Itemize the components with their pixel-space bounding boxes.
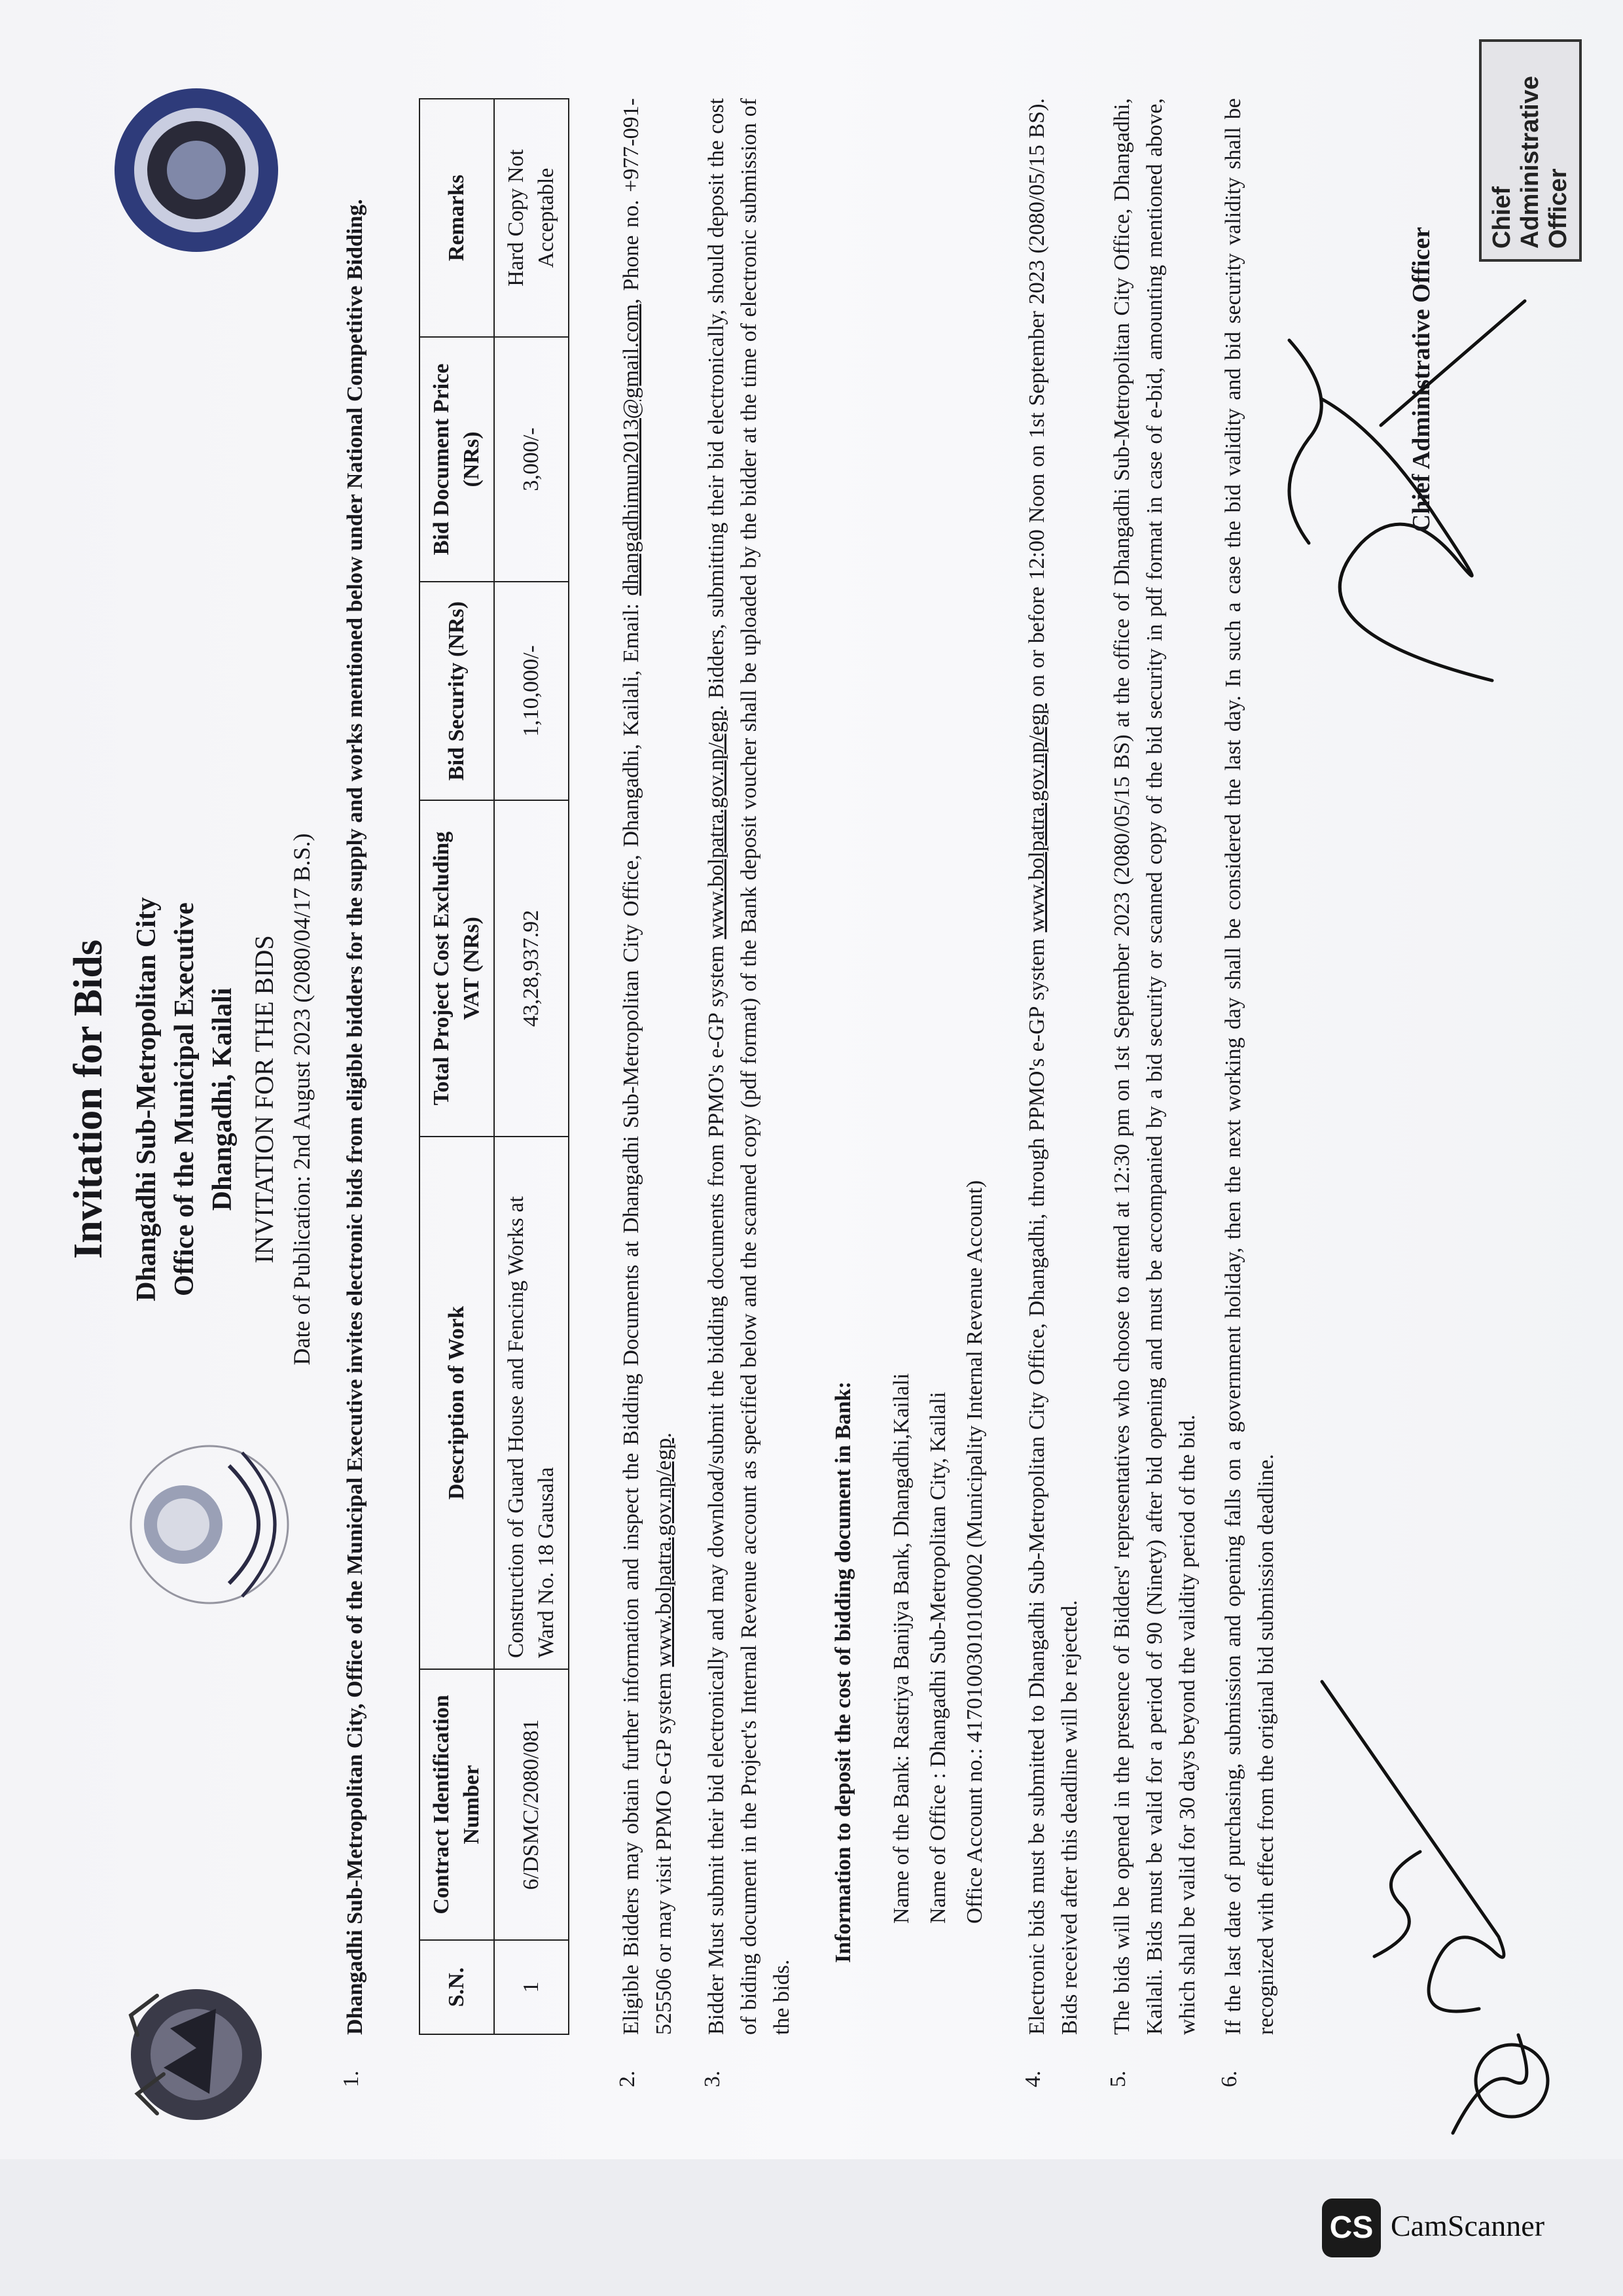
header-description: Description of Work (419, 1137, 494, 1669)
table-row (494, 99, 569, 2034)
item-4-text (1021, 98, 1086, 2035)
item-3-text-b: . Bidders, submitting their bid electronically, should deposit the cost of biding document in the Project's Internal Revenue account as specified below and the scanned copy (pdf format) of the Bank deposit voucher shall be uploaded by the bidder at the time of electronic submission of the bids. (704, 97, 794, 2035)
document-page (26, 39, 1597, 2146)
dhangadhi-logo (105, 79, 288, 262)
signature-left-icon (1283, 1655, 1531, 2048)
bank-name: Name of the Bank: Rastriya Banijya Bank, Dhangadhi,Kailali (889, 1373, 914, 1924)
header-line-2: Office of the Municipal Executive (169, 902, 200, 1296)
signatory-title: Chief Administrative Officer (1408, 226, 1435, 533)
dhangadhi-logo-icon (105, 79, 288, 262)
item-2-text-a: Eligible Bidders may obtain further information and inspect the Bidding Documents at Dhangadhi Sub-Metropolitan City Office, Dhangadhi, Kailali, Email: (619, 595, 643, 2035)
header-remarks: Remarks (419, 99, 494, 337)
item-2-text-b: , Phone no. +977-091-525506 or may visit PPMO e-GP system (619, 98, 676, 2035)
cell-project-cost: 43,28,937.92 (494, 800, 569, 1137)
nepal-emblem-icon (118, 1976, 275, 2133)
item-2-number: 2. (615, 2070, 639, 2087)
item-5-number: 5. (1106, 2070, 1130, 2087)
item-3-number: 3. (700, 2070, 724, 2087)
item-4-number: 4. (1021, 2070, 1045, 2087)
contact-email-link[interactable]: dhangadhimun2013@gmail.com (619, 304, 643, 596)
camscanner-text: CamScanner (1391, 2209, 1545, 2242)
item-4-text-b: on or before 12:00 Noon on 1st September 2023 (2080/05/15 BS). Bids received after this deadline will be rejected. (1025, 98, 1082, 2035)
header-line-3: Dhangadhi, Kailali (207, 987, 238, 1211)
bank-office-name: Name of Office : Dhangadhi Sub-Metropolitan City, Kailali (926, 1392, 950, 1924)
item-6-number: 6. (1217, 2070, 1241, 2087)
item-4-text-a: Electronic bids must be submitted to Dhangadhi Sub-Metropolitan City Office, Dhangadhi, through PPMO's e-GP system (1025, 932, 1049, 2035)
cell-sn: 1 (494, 1940, 569, 2034)
document-title: Invitation for Bids (66, 939, 111, 1260)
item-2-text (615, 98, 681, 2035)
item-1-text: Dhangadhi Sub-Metropolitan City, Office of the Municipal Executive invites electronic bids from eligible bidders for the supply and works mentioned below under National Competitive Bidding. (343, 199, 367, 2035)
bank-account: Office Account no.: 41701003010100002 (Municipality Internal Revenue Account) (963, 1180, 987, 1924)
cell-description: Construction of Guard House and Fencing Works at Ward No. 18 Gausala (494, 1137, 569, 1669)
cell-bid-doc-price: 3,000/- (494, 337, 569, 582)
item-3-text (700, 98, 798, 2035)
header-bid-doc-price: Bid Document Price (NRs) (419, 337, 494, 582)
item-6-text: If the last date of purchasing, submission and opening falls on a government holiday, then the next working day shall be considered the last day. In such a case the bid validity and bid security validity shall be recognized with effect from the original bid submission deadline. (1221, 98, 1278, 2035)
item-5-text: The bids will be opened in the presence of Bidders' representatives who choose to attend at 12:30 pm on 1st September 2023 (2080/05/15 BS) at the office of Dhangadhi Sub-Metropolitan City Office, Dhangadhi, Kailali. Bids must be valid for a period of 90 (Ninety) after bid opening and must be accompanied by a bid security or scanned copy of the bid security in pdf format in case of e-bid, amounting mentioned above, which shall be valid for 30 days beyond the validity period of the bid. (1110, 98, 1200, 2035)
cell-bid-security: 1,10,000/- (494, 582, 569, 800)
header-contract-id: Contract Identification Number (419, 1669, 494, 1940)
egp-link-2[interactable]: www.bolpatra.gov.np/egp (652, 1438, 676, 1667)
table-header-row (419, 99, 494, 2034)
initials-icon (1414, 2002, 1558, 2159)
signature-right-icon (1243, 236, 1538, 707)
nepal-emblem (118, 1976, 275, 2133)
egp-link-4[interactable]: www.bolpatra.gov.np/egp (1025, 703, 1049, 932)
cell-remarks: Hard Copy Not Acceptable (494, 99, 569, 337)
officer-stamp: Chief Administrative Officer (1479, 39, 1582, 262)
header-project-cost: Total Project Cost Excluding VAT (NRs) (419, 800, 494, 1137)
header-line-1: Dhangadhi Sub-Metropolitan City (132, 897, 162, 1301)
publication-date: Date of Publication: 2nd August 2023 (2080/04/17 B.S.) (289, 833, 315, 1366)
bank-heading: Information to deposit the cost of bidding document in Bank: (831, 1381, 855, 1963)
header-line-4: INVITATION FOR THE BIDS (249, 935, 279, 1263)
header-bid-security: Bid Security (NRs) (419, 582, 494, 800)
bid-table (419, 98, 569, 2035)
cell-contract-id: 6/DSMC/2080/081 (494, 1669, 569, 1940)
item-2-text-c: . (652, 1432, 676, 1438)
item-3-text-a: Bidder Must submit their bid electronically and may download/submit the bidding documents from PPMO's e-GP system (704, 939, 728, 2035)
header-sn: S.N. (419, 1940, 494, 2034)
egp-link-3[interactable]: www.bolpatra.gov.np/egp (704, 710, 728, 940)
item-1-number: 1. (339, 2070, 363, 2087)
camscanner-logo: CS (1322, 2199, 1381, 2257)
